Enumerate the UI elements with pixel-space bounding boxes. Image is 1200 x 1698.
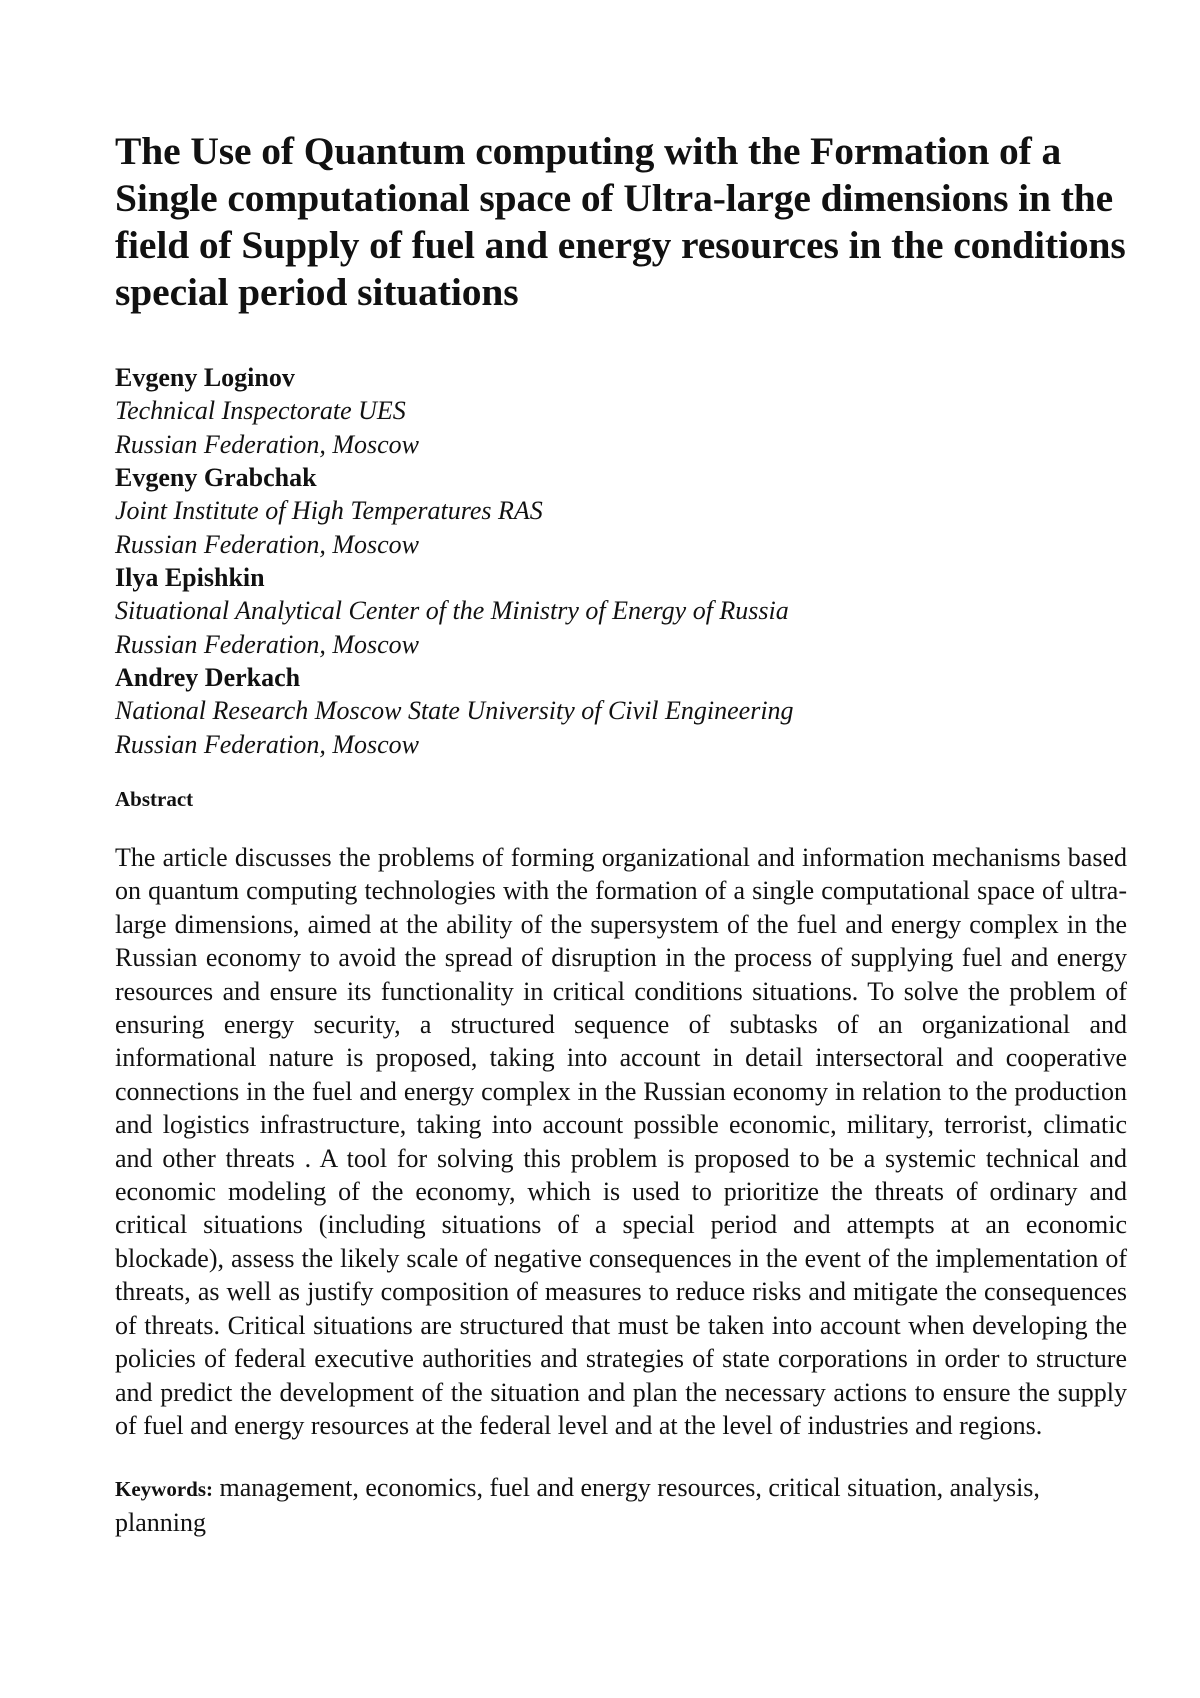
author-name: Ilya Epishkin	[115, 563, 265, 592]
abstract-text: The article discusses the problems of forming organizational and information mechanisms based on quantum computing technologies with the formation of a single computational space of ultra-large dimensions, aimed at the ability of the supersystem of the fuel and energy complex in the Russian economy to avoid the spread of disruption in the process of supplying fuel and energy resources and ensure its functionality in critical conditions situations. To solve the problem of ensuring energy security, a structured sequence of subtasks of an organizational and informational nature is proposed, taking into account in detail intersectoral and cooperative connections in the fuel and energy complex in the Russian economy in relation to the production and logistics infrastructure, taking into account possible economic, military, terrorist, climatic and other threats . A tool for solving this problem is proposed to be a systemic technical and economic modeling of the economy, which is used to prioritize the threats of ordinary and critical situations (including situations of a special period and attempts at an economic blockade), assess the likely scale of negative consequences in the event of the implementation of threats, as well as justify composition of measures to reduce risks and mitigate the consequences of threats. Critical situations are structured that must be taken into account when developing the policies of federal executive authorities and strategies of state corporations in order to structure and predict the development of the situation and plan the necessary actions to ensure the supply of fuel and energy resources at the federal level and at the level of industries and regions.	[115, 843, 1127, 1440]
author-block	[115, 461, 1127, 561]
author-block	[115, 661, 1127, 761]
author-location: Russian Federation, Moscow	[115, 529, 420, 559]
keywords	[115, 1471, 1127, 1539]
paper-title: The Use of Quantum computing with the Formation of a Single computational space of Ultra-large dimensions in the field of Supply of fuel and energy resources in the conditions special period situations	[115, 129, 1126, 314]
author-location: Russian Federation, Moscow	[115, 629, 420, 659]
author-affiliation: Technical Inspectorate UES	[115, 396, 406, 425]
author-affiliation: National Research Moscow State University of Civil Engineering	[115, 696, 794, 725]
author-block	[115, 561, 1127, 661]
author-list	[115, 361, 1127, 761]
keywords-text: management, economics, fuel and energy resources, critical situation, analysis, planning	[115, 1473, 1040, 1538]
author-block	[115, 361, 1127, 461]
author-location: Russian Federation, Moscow	[115, 729, 420, 759]
abstract-heading: Abstract	[115, 787, 194, 811]
author-name: Andrey Derkach	[115, 663, 301, 692]
author-location: Russian Federation, Moscow	[115, 429, 420, 459]
paper-page	[115, 128, 1127, 1539]
author-affiliation: Joint Institute of High Temperatures RAS	[115, 496, 543, 525]
author-name: Evgeny Grabchak	[115, 463, 317, 492]
author-affiliation: Situational Analytical Center of the Ministry of Energy of Russia	[115, 596, 789, 625]
author-name: Evgeny Loginov	[115, 363, 295, 392]
keywords-label: Keywords:	[115, 1477, 213, 1502]
